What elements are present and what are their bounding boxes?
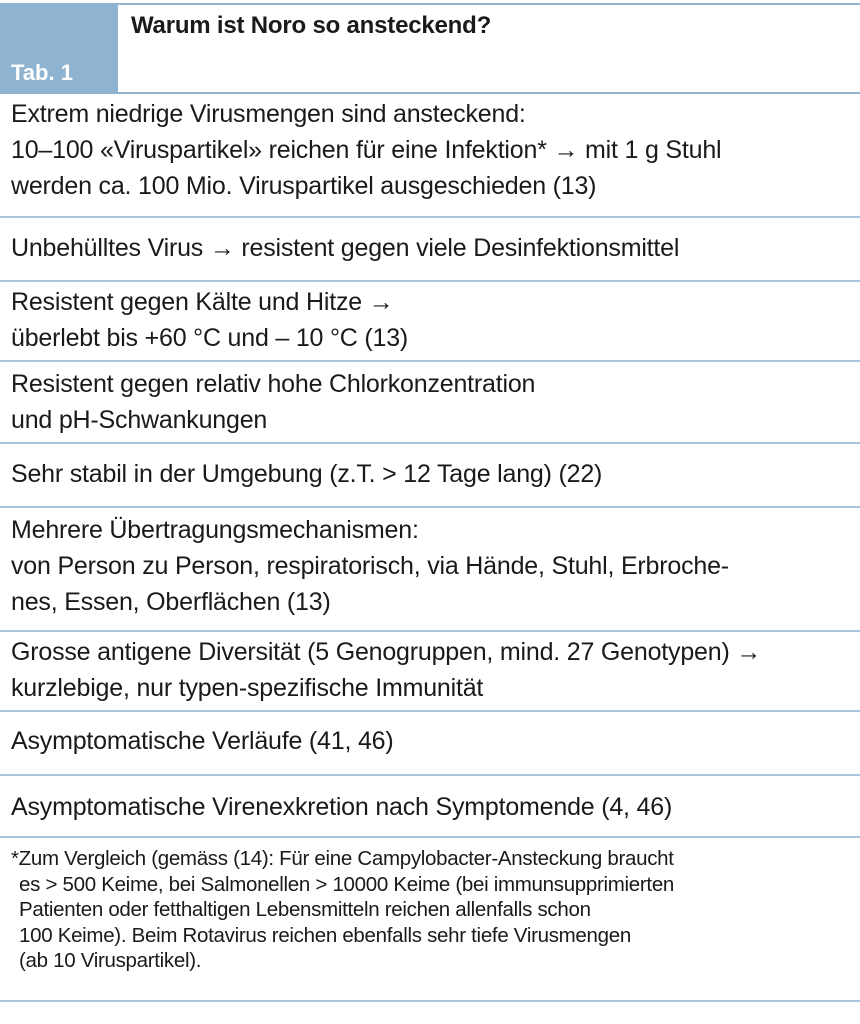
table-header	[0, 0, 860, 94]
table-title: Warum ist Noro so ansteckend?	[131, 12, 492, 39]
row-text-line: Unbehülltes Virus → resistent gegen viele Desinfektionsmittel	[11, 234, 680, 262]
table-row	[0, 94, 860, 218]
row-text-line: von Person zu Person, respiratorisch, via Hände, Stuhl, Erbroche-	[11, 552, 729, 580]
row-text-line: werden ca. 100 Mio. Viruspartikel ausgeschieden (13)	[11, 172, 597, 200]
row-text-line: kurzlebige, nur typen-spezifische Immunität	[11, 674, 484, 702]
row-text-line: 10–100 «Viruspartikel» reichen für eine Infektion* → mit 1 g Stuhl	[11, 136, 722, 164]
table-number-badge	[0, 3, 118, 92]
header-top-rule	[0, 3, 860, 5]
footnote-line: *Zum Vergleich (gemäss (14): Für eine Campylobacter-Ansteckung braucht	[11, 847, 674, 870]
table-number: Tab. 1	[11, 60, 73, 85]
table-row	[0, 508, 860, 632]
row-text-line: Grosse antigene Diversität (5 Genogruppen, mind. 27 Genotypen) →	[11, 638, 762, 666]
footnote-line: 100 Keime). Beim Rotavirus reichen ebenfalls sehr tiefe Virusmengen	[19, 923, 631, 947]
row-text-line: Sehr stabil in der Umgebung (z.T. > 12 Tage lang) (22)	[11, 460, 603, 488]
table-row	[0, 632, 860, 712]
footnote-line: (ab 10 Viruspartikel).	[19, 949, 202, 973]
footnote-line: es > 500 Keime, bei Salmonellen > 10000 Keime (bei immunsupprimierten	[19, 872, 675, 896]
table-row	[0, 776, 860, 838]
row-text-line: Resistent gegen relativ hohe Chlorkonzentration	[11, 370, 536, 398]
table-footnote	[0, 838, 860, 1002]
row-text-line: Asymptomatische Virenexkretion nach Symptomende (4, 46)	[11, 793, 673, 821]
table-row	[0, 218, 860, 282]
row-text-line: Asymptomatische Verläufe (41, 46)	[11, 727, 394, 755]
row-text-line: überlebt bis +60 °C und – 10 °C (13)	[11, 324, 409, 352]
row-text-line: Mehrere Übertragungsmechanismen:	[11, 516, 419, 544]
footnote-line: Patienten oder fetthaltigen Lebensmitteln reichen allenfalls schon	[19, 898, 591, 922]
table-row	[0, 444, 860, 508]
row-text-line: und pH-Schwankungen	[11, 406, 268, 434]
row-text-line: Resistent gegen Kälte und Hitze →	[11, 288, 394, 316]
row-text-line: nes, Essen, Oberflächen (13)	[11, 588, 331, 616]
row-text-line: Extrem niedrige Virusmengen sind ansteckend:	[11, 100, 526, 128]
table-row	[0, 362, 860, 444]
table-row	[0, 282, 860, 362]
table-row	[0, 712, 860, 776]
